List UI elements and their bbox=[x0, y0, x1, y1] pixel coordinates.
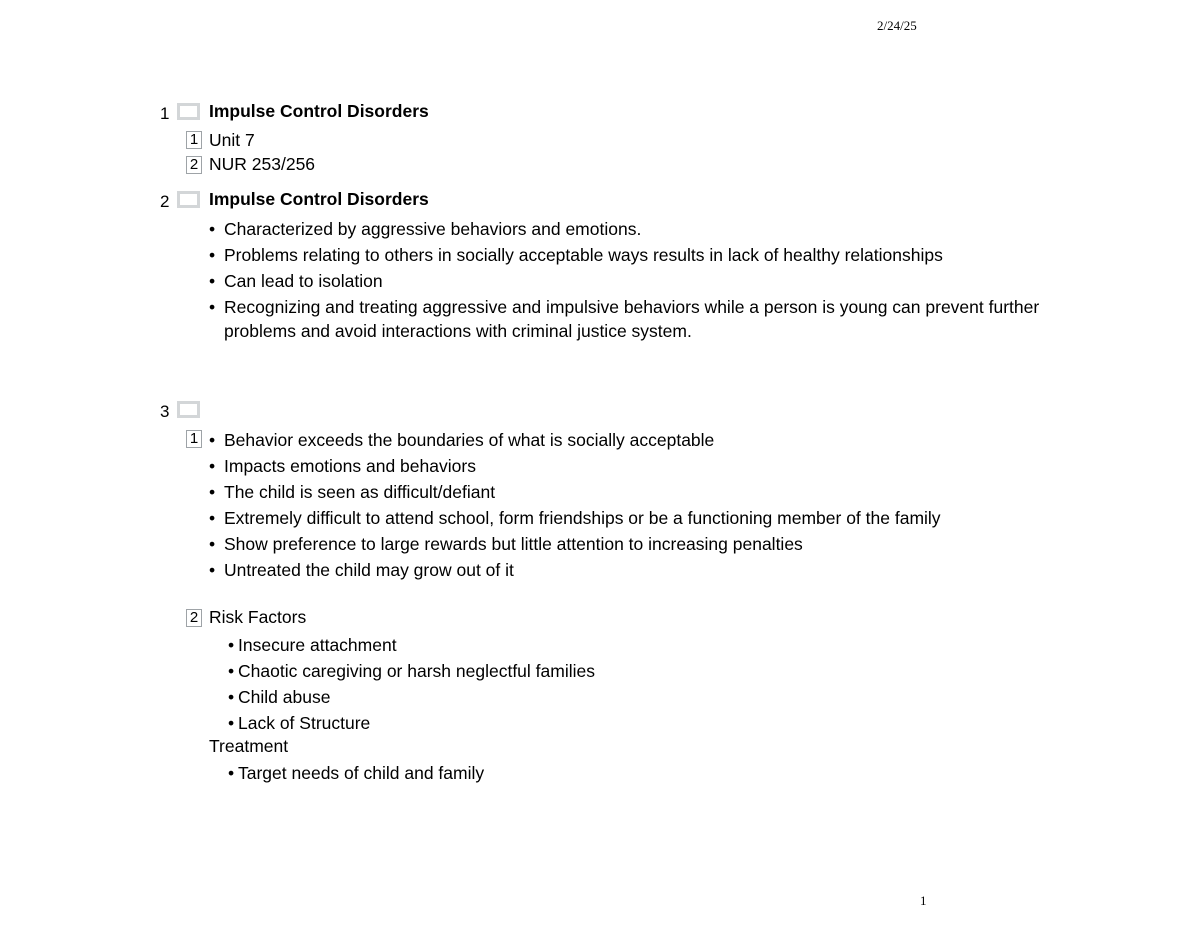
risk-factors-list bbox=[228, 632, 828, 736]
note-text: NUR 253/256 bbox=[209, 154, 316, 174]
slide-number: 2 bbox=[160, 192, 170, 211]
slide-thumbnail[interactable] bbox=[177, 401, 200, 418]
list-item: • Extremely difficult to attend school, form friendships or be a functioning member of the family bbox=[209, 508, 941, 528]
list-item: • Impacts emotions and behaviors bbox=[209, 456, 476, 476]
list-item: • Target needs of child and family bbox=[228, 763, 485, 783]
page-number: 1 bbox=[920, 893, 927, 908]
list-item: • Chaotic caregiving or harsh neglectful families bbox=[228, 661, 595, 681]
slide-number: 3 bbox=[160, 402, 170, 421]
list-item: • Behavior exceeds the boundaries of what is socially acceptable bbox=[209, 430, 715, 450]
note-bullet-list bbox=[209, 427, 1079, 583]
slide-bullet-list bbox=[209, 217, 1049, 343]
list-item: • Problems relating to others in socially acceptable ways results in lack of healthy relationships bbox=[209, 245, 943, 265]
list-item: • The child is seen as difficult/defiant bbox=[209, 482, 496, 502]
treatment-heading: Treatment bbox=[209, 736, 289, 756]
list-item: • Can lead to isolation bbox=[209, 271, 383, 291]
list-item: • Characterized by aggressive behaviors and emotions. bbox=[209, 219, 642, 239]
slide-title: Impulse Control Disorders bbox=[209, 189, 429, 209]
treatment-list bbox=[228, 761, 828, 785]
list-item: • Show preference to large rewards but little attention to increasing penalties bbox=[209, 534, 803, 554]
list-item: • Recognizing and treating aggressive and impulsive behaviors while a person is young can prevent further problems and avoid interactions with criminal justice system. bbox=[209, 297, 1040, 341]
note-number: 1 bbox=[186, 131, 202, 149]
note-number: 1 bbox=[186, 430, 202, 448]
slide-thumbnail[interactable] bbox=[177, 103, 200, 120]
list-item: • Lack of Structure bbox=[228, 713, 371, 733]
risk-factors-heading: Risk Factors bbox=[209, 607, 307, 627]
slide-title: Impulse Control Disorders bbox=[209, 101, 429, 121]
slide-number: 1 bbox=[160, 104, 170, 123]
list-item: • Untreated the child may grow out of it bbox=[209, 560, 514, 580]
header-date: 2/24/25 bbox=[877, 18, 917, 33]
list-item: • Insecure attachment bbox=[228, 635, 397, 655]
note-text: Unit 7 bbox=[209, 130, 255, 150]
slide-thumbnail[interactable] bbox=[177, 191, 200, 208]
note-number: 2 bbox=[186, 156, 202, 174]
note-number: 2 bbox=[186, 609, 202, 627]
list-item: • Child abuse bbox=[228, 687, 331, 707]
